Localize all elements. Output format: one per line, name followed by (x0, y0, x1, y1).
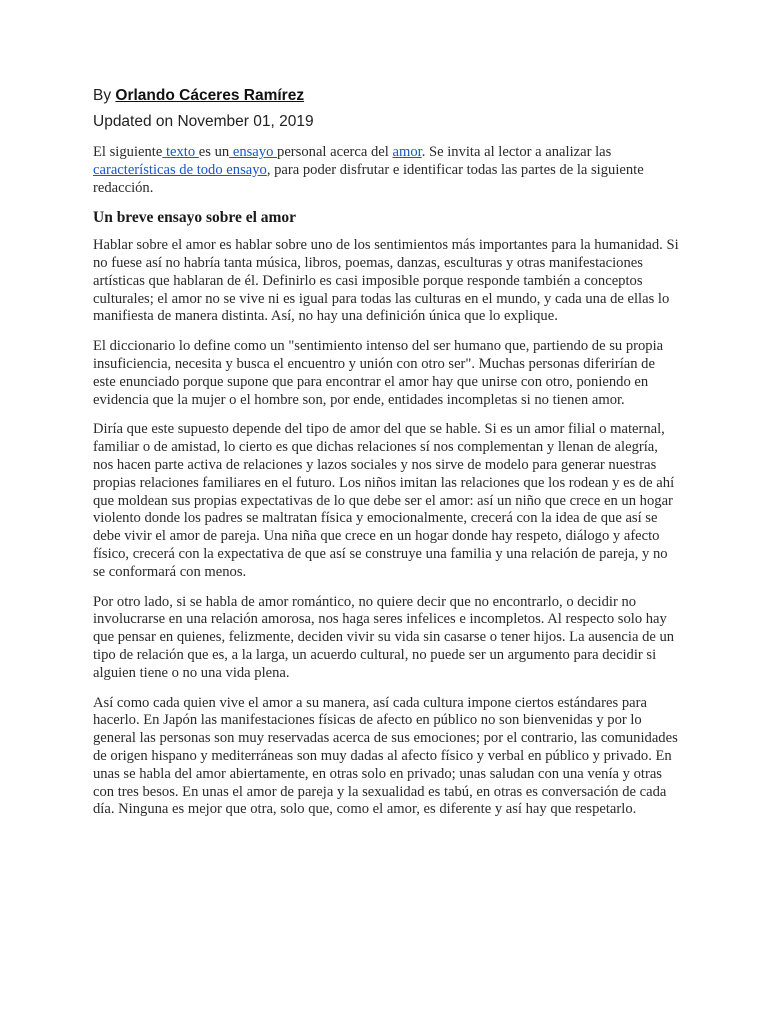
link-amor[interactable]: amor (392, 144, 422, 160)
article-body (93, 144, 681, 831)
intro-text: , para poder disfrutar e identificar todas las partes de la siguiente redacción. (93, 161, 644, 196)
byline-prefix: By (93, 87, 116, 104)
link-texto[interactable]: texto (162, 144, 199, 160)
byline (93, 87, 304, 105)
link-caracteristicas[interactable]: características de todo ensayo (93, 161, 267, 178)
intro-paragraph (93, 144, 681, 197)
paragraph-2: El diccionario lo define como un "sentimiento intenso del ser humano que, partiendo de su propia insuficiencia, necesita y busca el encuentro y unión con otro ser". Muchas personas diferirían de este enunciado porque supone que para encontrar el amor hay que unirse con otro, poniendo en evidencia que la mujer o el hombre son, por ende, entidades incompletas si no tienen amor. (93, 338, 664, 408)
updated-date: Updated on November 01, 2019 (93, 113, 314, 130)
intro-text: . Se invita al lector a analizar las (421, 144, 612, 160)
paragraph-5: Así como cada quien vive el amor a su manera, así cada cultura impone ciertos estándares para hacerlo. En Japón las manifestaciones físicas de afecto en público no son bienvenidas y por lo general las personas son muy reservadas acerca de sus emociones; por el contrario, las comunidades de origen hispano y mediterráneas son muy dadas al afecto físico y verbal en público y privado. En unas se habla del amor abiertamente, en otras solo en privado; unas saludan con una venía y otras con tres besos. En unas el amor de pareja y la sexualidad es tabú, en otras es conversación de cada día. Ninguna es mejor que otra, solo que, como el amor, es diferente y así hay que respetarlo. (93, 694, 678, 818)
link-ensayo[interactable]: ensayo (229, 144, 278, 160)
intro-text: personal acerca del (277, 144, 393, 160)
author-link[interactable]: Orlando Cáceres Ramírez (115, 87, 305, 104)
section-heading: Un breve ensayo sobre el amor (93, 209, 297, 227)
intro-text: El siguiente (93, 144, 163, 160)
paragraph-1: Hablar sobre el amor es hablar sobre uno de los sentimientos más importantes para la humanidad. Si no fuese así no habría tanta música, libros, poemas, danzas, esculturas y otras manifestaciones artísticas que hablaran de él. Definirlo es casi imposible porque responde también a conceptos culturales; el amor no se vive ni es igual para todas las culturas en el mundo, y cada una de ellas lo manifiesta de manera distinta. Así, no hay una definición única que lo explique. (93, 237, 679, 325)
paragraph-4: Por otro lado, si se habla de amor romántico, no quiere decir que no encontrarlo, o decidir no involucrarse en una relación amorosa, nos haga seres infelices e incompletos. Al respecto solo hay que pensar en quienes, felizmente, deciden vivir su vida sin casarse o tener hijos. La ausencia de un tipo de relación que es, a la larga, un acuerdo cultural, no puede ser un argumento para decidir si alguien tiene o no una vida plena. (93, 593, 675, 681)
intro-text: es un (198, 144, 230, 160)
paragraph-3: Diría que este supuesto depende del tipo de amor del que se hable. Si es un amor filial o maternal, familiar o de amistad, lo cierto es que dichas relaciones sí nos complementan y llenan de alegría, nos hacen parte activa de relaciones y lazos sociales y nos sirve de modelo para generar nuestras propias relaciones familiares en el futuro. Los niños imitan las relaciones que los rodean y es de ahí que moldean sus propias expectativas de lo que debe ser el amor: así un niño que crece en un hogar violento donde los padres se maltratan física y emocionalmente, crecerá con la idea de que así se debe vivir el amor de pareja. Una niña que crece en un hogar donde hay respeto, diálogo y afecto físico, crecerá con la expectativa de que así se construye una familia y una relación de pareja, y no se conformará con menos. (93, 421, 675, 580)
